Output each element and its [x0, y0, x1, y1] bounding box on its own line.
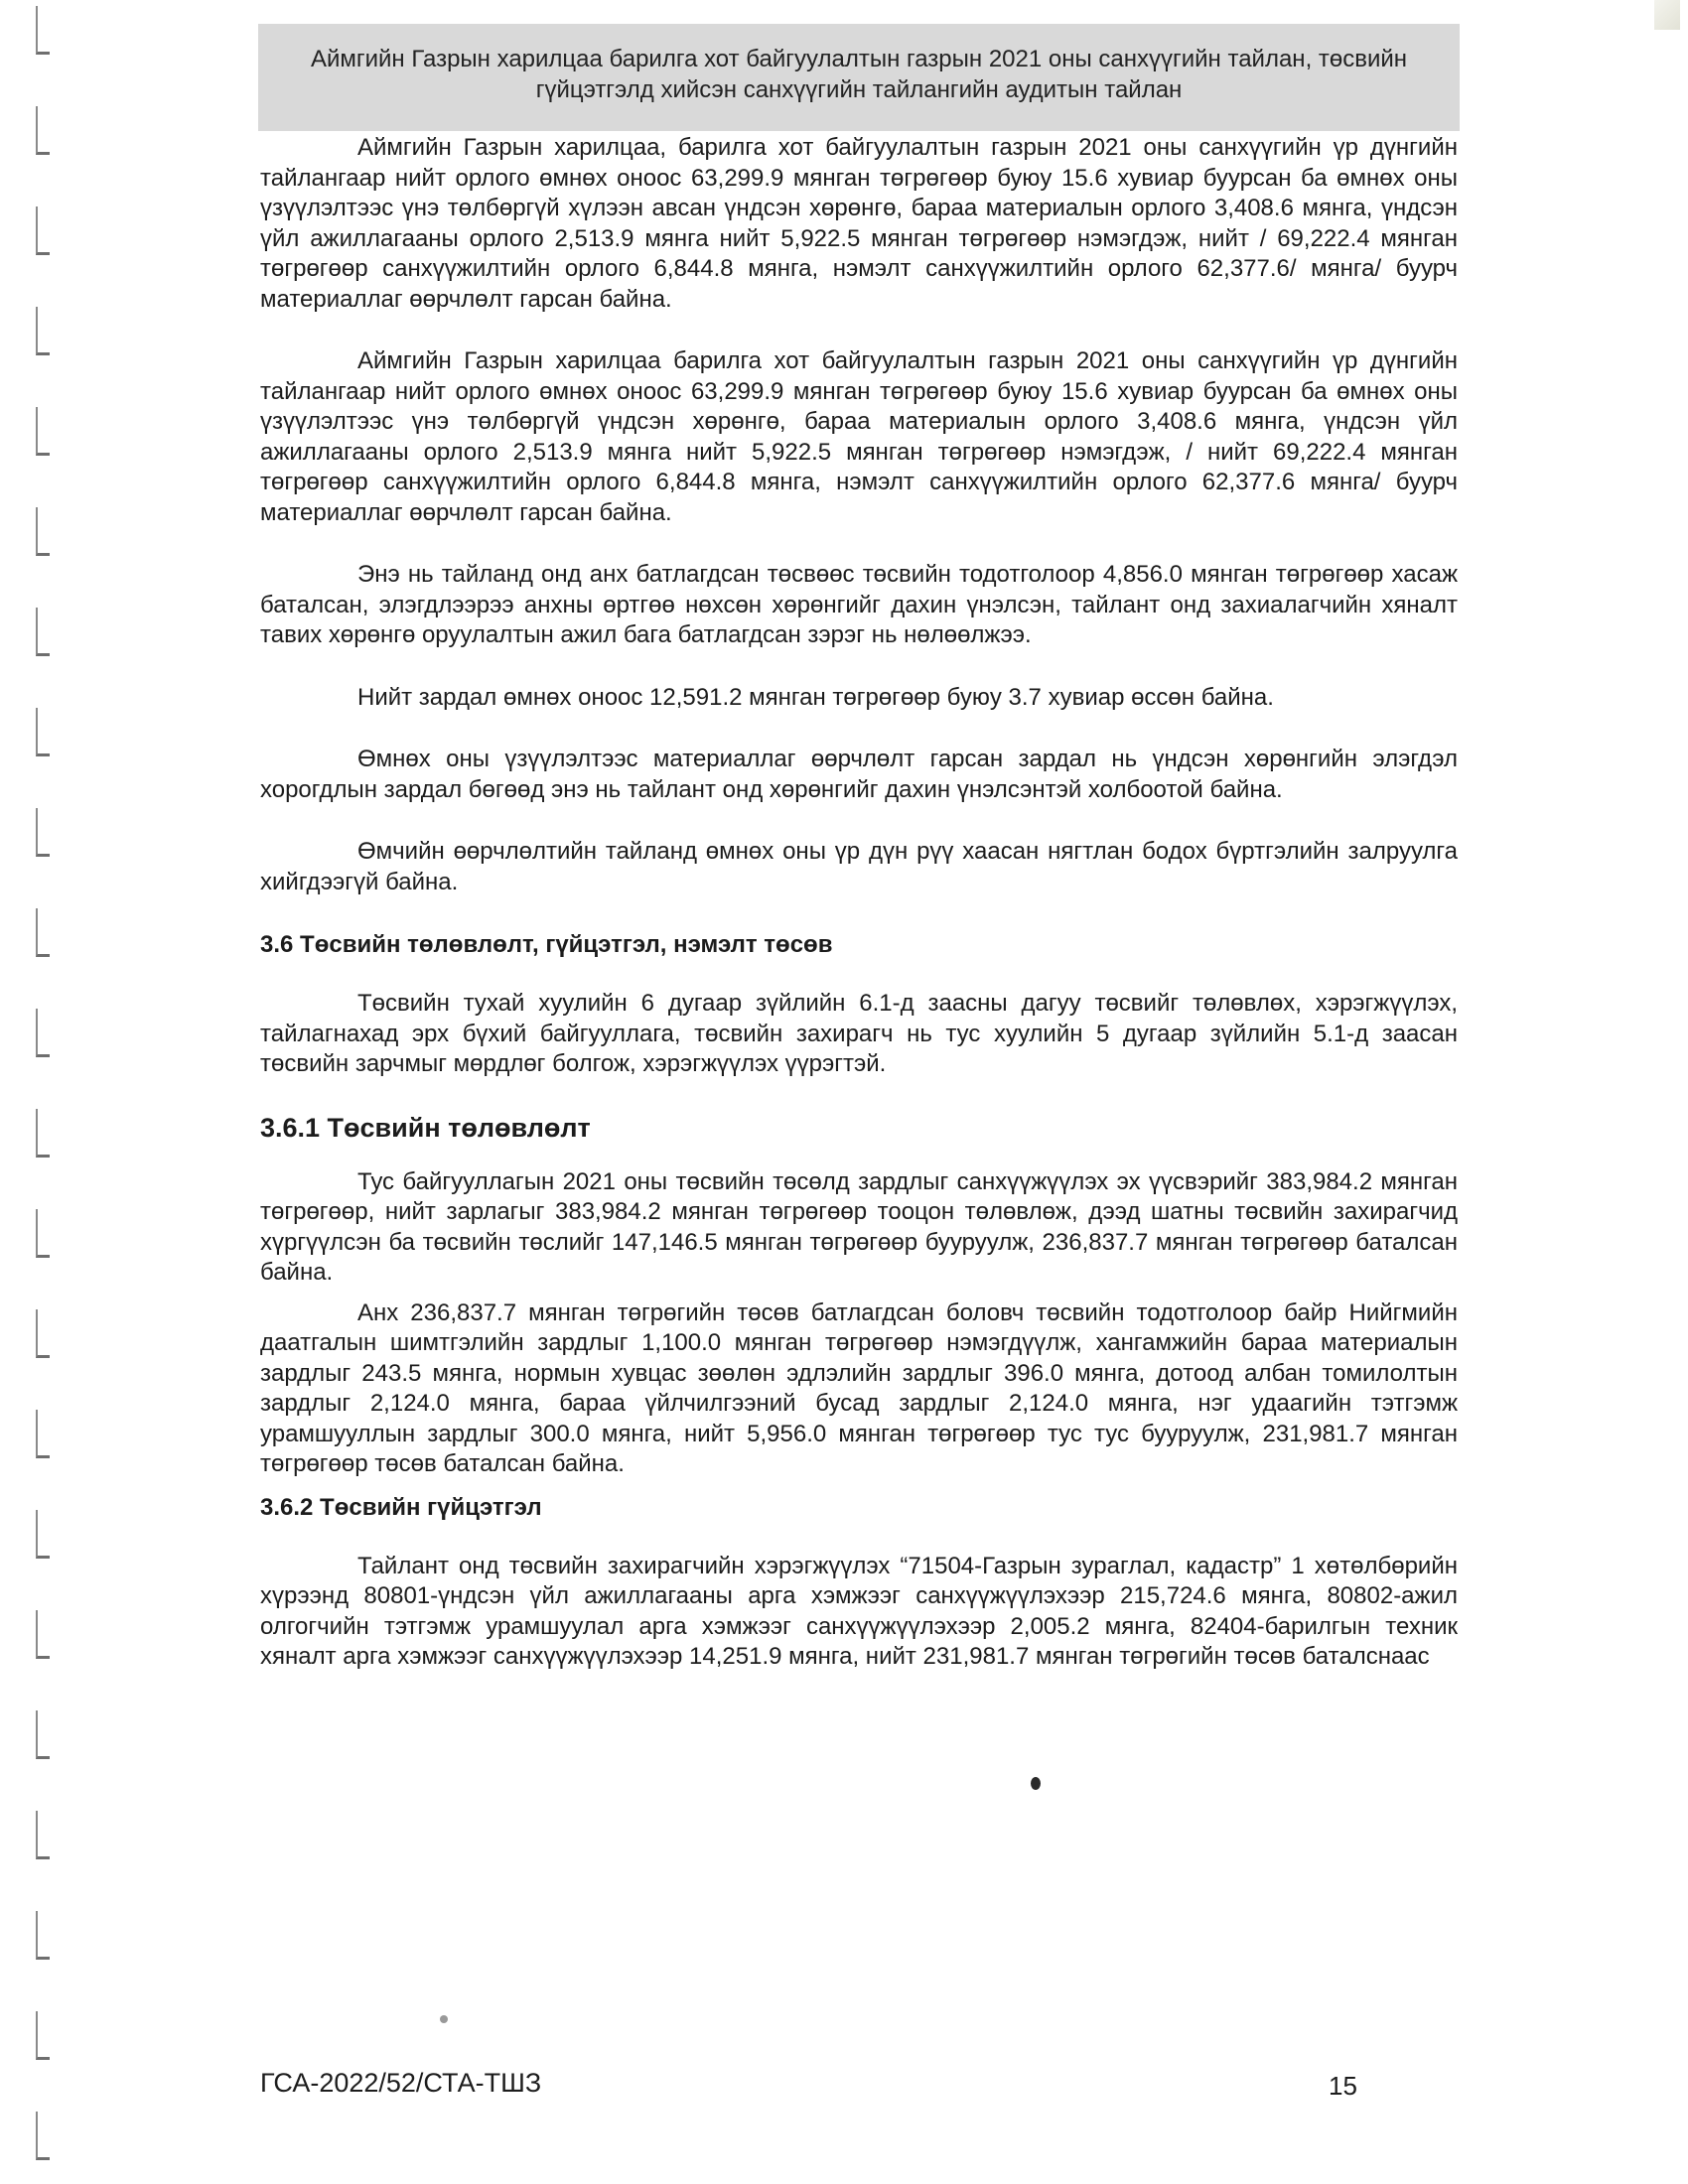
binder-ring	[36, 407, 50, 456]
binder-ring	[36, 1309, 50, 1358]
binder-ring	[36, 507, 50, 556]
binder-ring	[36, 1510, 50, 1559]
paragraph-budget-revision: Анх 236,837.7 мянган төгрөгийн төсөв батлагдсан боловч төсвийн тодотголоор байр Нийгмийн даатгалын шимтгэлийн зардлыг 1,100.0 мянган төгрөгөөр нэмэгдүүлж, хангамжийн бараа материалын зардлыг 243.5 мянга, нормын хувцас зөөлөн эдлэлийн зардлыг 396.0 мянга, дотоод албан томилолтын зардлыг 2,124.0 мянга, бараа үйлчилгээний бусад зардлыг 2,124.0 мянга, нэг удаагийн тэтгэмж урамшууллын зардлыг 300.0 мянга, нийт 5,956.0 мянган төгрөгөөр тус тус бууруулж, 231,981.7 мянган төгрөгөөр төсөв баталсан байна.	[260, 1298, 1458, 1477]
binder-ring	[36, 1109, 50, 1158]
binder-ring	[36, 1911, 50, 1960]
document-body	[260, 133, 1458, 1705]
report-header-title: Аймгийн Газрын харилцаа барилга хот байгуулалтын газрын 2021 оны санхүүгийн тайлан, төсвийн гүйцэтгэлд хийсэн санхүүгийн тайлангийн аудитын тайлан	[310, 46, 1408, 103]
binder-ring	[36, 1410, 50, 1458]
document-code: ГСА-2022/52/СТА-ТШЗ	[260, 2068, 542, 2098]
scan-speck	[440, 2015, 448, 2023]
binder-ring	[36, 1009, 50, 1057]
binder-ring	[36, 2112, 50, 2160]
paragraph-depreciation: Өмнөх оны үзүүлэлтээс материаллаг өөрчлөлт гарсан зардал нь үндсэн хөрөнгийн элэгдэл хорогдлын зардал бөгөөд энэ нь тайлант онд хөрөнгийг дахин үнэлсэнтэй холбоотой байна.	[260, 746, 1458, 803]
binder-ring	[36, 307, 50, 355]
scan-speck	[1031, 1777, 1041, 1790]
paragraph-income-2: Аймгийн Газрын харилцаа барилга хот байгуулалтын газрын 2021 оны санхүүгийн үр дүнгийн тайлангаар нийт орлого өмнөх оноос 63,299.9 мянган төгрөгөөр буюу 15.6 хувиар буурсан ба өмнөх оны үзүүлэлтээс үнэ төлбөргүй үндсэн хөрөнгө, бараа материалын орлого 3,408.6 мянга, үндсэн үйл ажиллагааны орлого 2,513.9 мянга нийт 5,922.5 мянган төгрөгөөр нэмэгдэж, / нийт 69,222.4 мянган төгрөгөөр санхүүжилтийн орлого 6,844.8 мянга, нэмэлт санхүүжилтийн орлого 62,377.6 мянга/ буурч материаллаг өөрчлөлт гарсан байна.	[260, 347, 1458, 526]
binder-ring	[36, 2011, 50, 2060]
section-heading-3-6: 3.6 Төсвийн төлөвлөлт, гүйцэтгэл, нэмэлт төсөв	[260, 931, 833, 958]
binder-ring	[36, 1209, 50, 1258]
section-heading-3-6-2: 3.6.2 Төсвийн гүйцэтгэл	[260, 1493, 542, 1521]
paragraph-equity-changes: Өмчийн өөрчлөлтийн тайланд өмнөх оны үр дүн рүү хаасан нягтлан бодох бүртгэлийн залруулга хийгдээгүй байна.	[260, 838, 1458, 895]
binder-ring	[36, 808, 50, 857]
binder-ring	[36, 708, 50, 756]
binder-ring	[36, 908, 50, 957]
corner-scan-mark	[1654, 0, 1680, 30]
report-header	[258, 24, 1460, 131]
binder-ring	[36, 1811, 50, 1859]
page-number: 15	[1329, 2071, 1357, 2101]
paragraph-budget-law: Төсвийн тухай хуулийн 6 дугаар зүйлийн 6.1-д заасны дагуу төсвийг төлөвлөх, хэрэгжүүлэх, тайлагнахад эрх бүхий байгууллага, төсвийн захирагч нь тус хуулийн 5 дугаар зүйлийн 5.1-д заасан төсвийн зарчмыг мөрдлөг болгож, хэрэгжүүлэх үүрэгтэй.	[260, 990, 1458, 1077]
binder-ring	[36, 206, 50, 255]
binder-ring	[36, 6, 50, 55]
binder-ring	[36, 1710, 50, 1759]
paragraph-budget-reduction: Энэ нь тайланд онд анх батлагдсан төсвөөс төсвийн тодотголоор 4,856.0 мянган төгрөгөөр хасаж баталсан, элэгдлээрээ анхны өртгөө нөхсөн хөрөнгийг дахин үнэлсэн, тайлант онд захиалагчийн хяналт тавих хөрөнгө оруулалтын ажил бага батлагдсан зэрэг нь нөлөөлжээ.	[260, 561, 1458, 648]
paragraph-budget-execution: Тайлант онд төсвийн захирагчийн хэрэгжүүлэх “71504-Газрын зураглал, кадастр” 1 хөтөлбөрийн хүрээнд 80801-үндсэн үйл ажиллагааны арга хэмжээг санхүүжүүлэхээр 215,724.6 мянга, 80802-ажил олгогчийн тэтгэмж урамшуулал арга хэмжээг санхүүжүүлэхээр 2,005.2 мянга, 82404-барилгын техник хяналт арга хэмжээг санхүүжүүлэхээр 14,251.9 мянга, нийт 231,981.7 мянган төгрөгийн төсөв баталснаас	[260, 1552, 1458, 1670]
paragraph-budget-planning: Тус байгууллагын 2021 оны төсвийн төсөлд зардлыг санхүүжүүлэх эх үүсвэрийг 383,984.2 мянган төгрөгөөр, нийт зарлагыг 383,984.2 мянган төгрөгөөр тооцон төлөвлөж, дээд шатны төсвийн захирагчид хүргүүлсэн ба төсвийн төслийг 147,146.5 мянган төгрөгөөр бууруулж, 236,837.7 мянган төгрөгөөр баталсан байна.	[260, 1167, 1458, 1286]
paragraph-total-expenses: Нийт зардал өмнөх оноос 12,591.2 мянган төгрөгөөр буюу 3.7 хувиар өссөн байна.	[357, 683, 1274, 711]
binder-ring	[36, 608, 50, 656]
binder-ring	[36, 106, 50, 155]
binder-ring	[36, 1610, 50, 1659]
binder-holes	[36, 0, 60, 2184]
paragraph-income-1: Аймгийн Газрын харилцаа, барилга хот байгуулалтын газрын 2021 оны санхүүгийн үр дүнгийн тайлангаар нийт орлого өмнөх оноос 63,299.9 мянган төгрөгөөр буюу 15.6 хувиар буурсан ба өмнөх оны үзүүлэлтээс үнэ төлбөргүй хүлээн авсан үндсэн хөрөнгө, бараа материалын орлого 3,408.6 мянга, үндсэн үйл ажиллагааны орлого 2,513.9 мянга нийт 5,922.5 мянган төгрөгөөр нэмэгдэж, нийт / 69,222.4 мянган төгрөгөөр санхүүжилтийн орлого 6,844.8 мянга, нэмэлт санхүүжилтийн орлого 62,377.6/ мянга/ буурч материаллаг өөрчлөлт гарсан байна.	[260, 134, 1458, 313]
section-heading-3-6-1: 3.6.1 Төсвийн төлөвлөлт	[260, 1112, 591, 1143]
